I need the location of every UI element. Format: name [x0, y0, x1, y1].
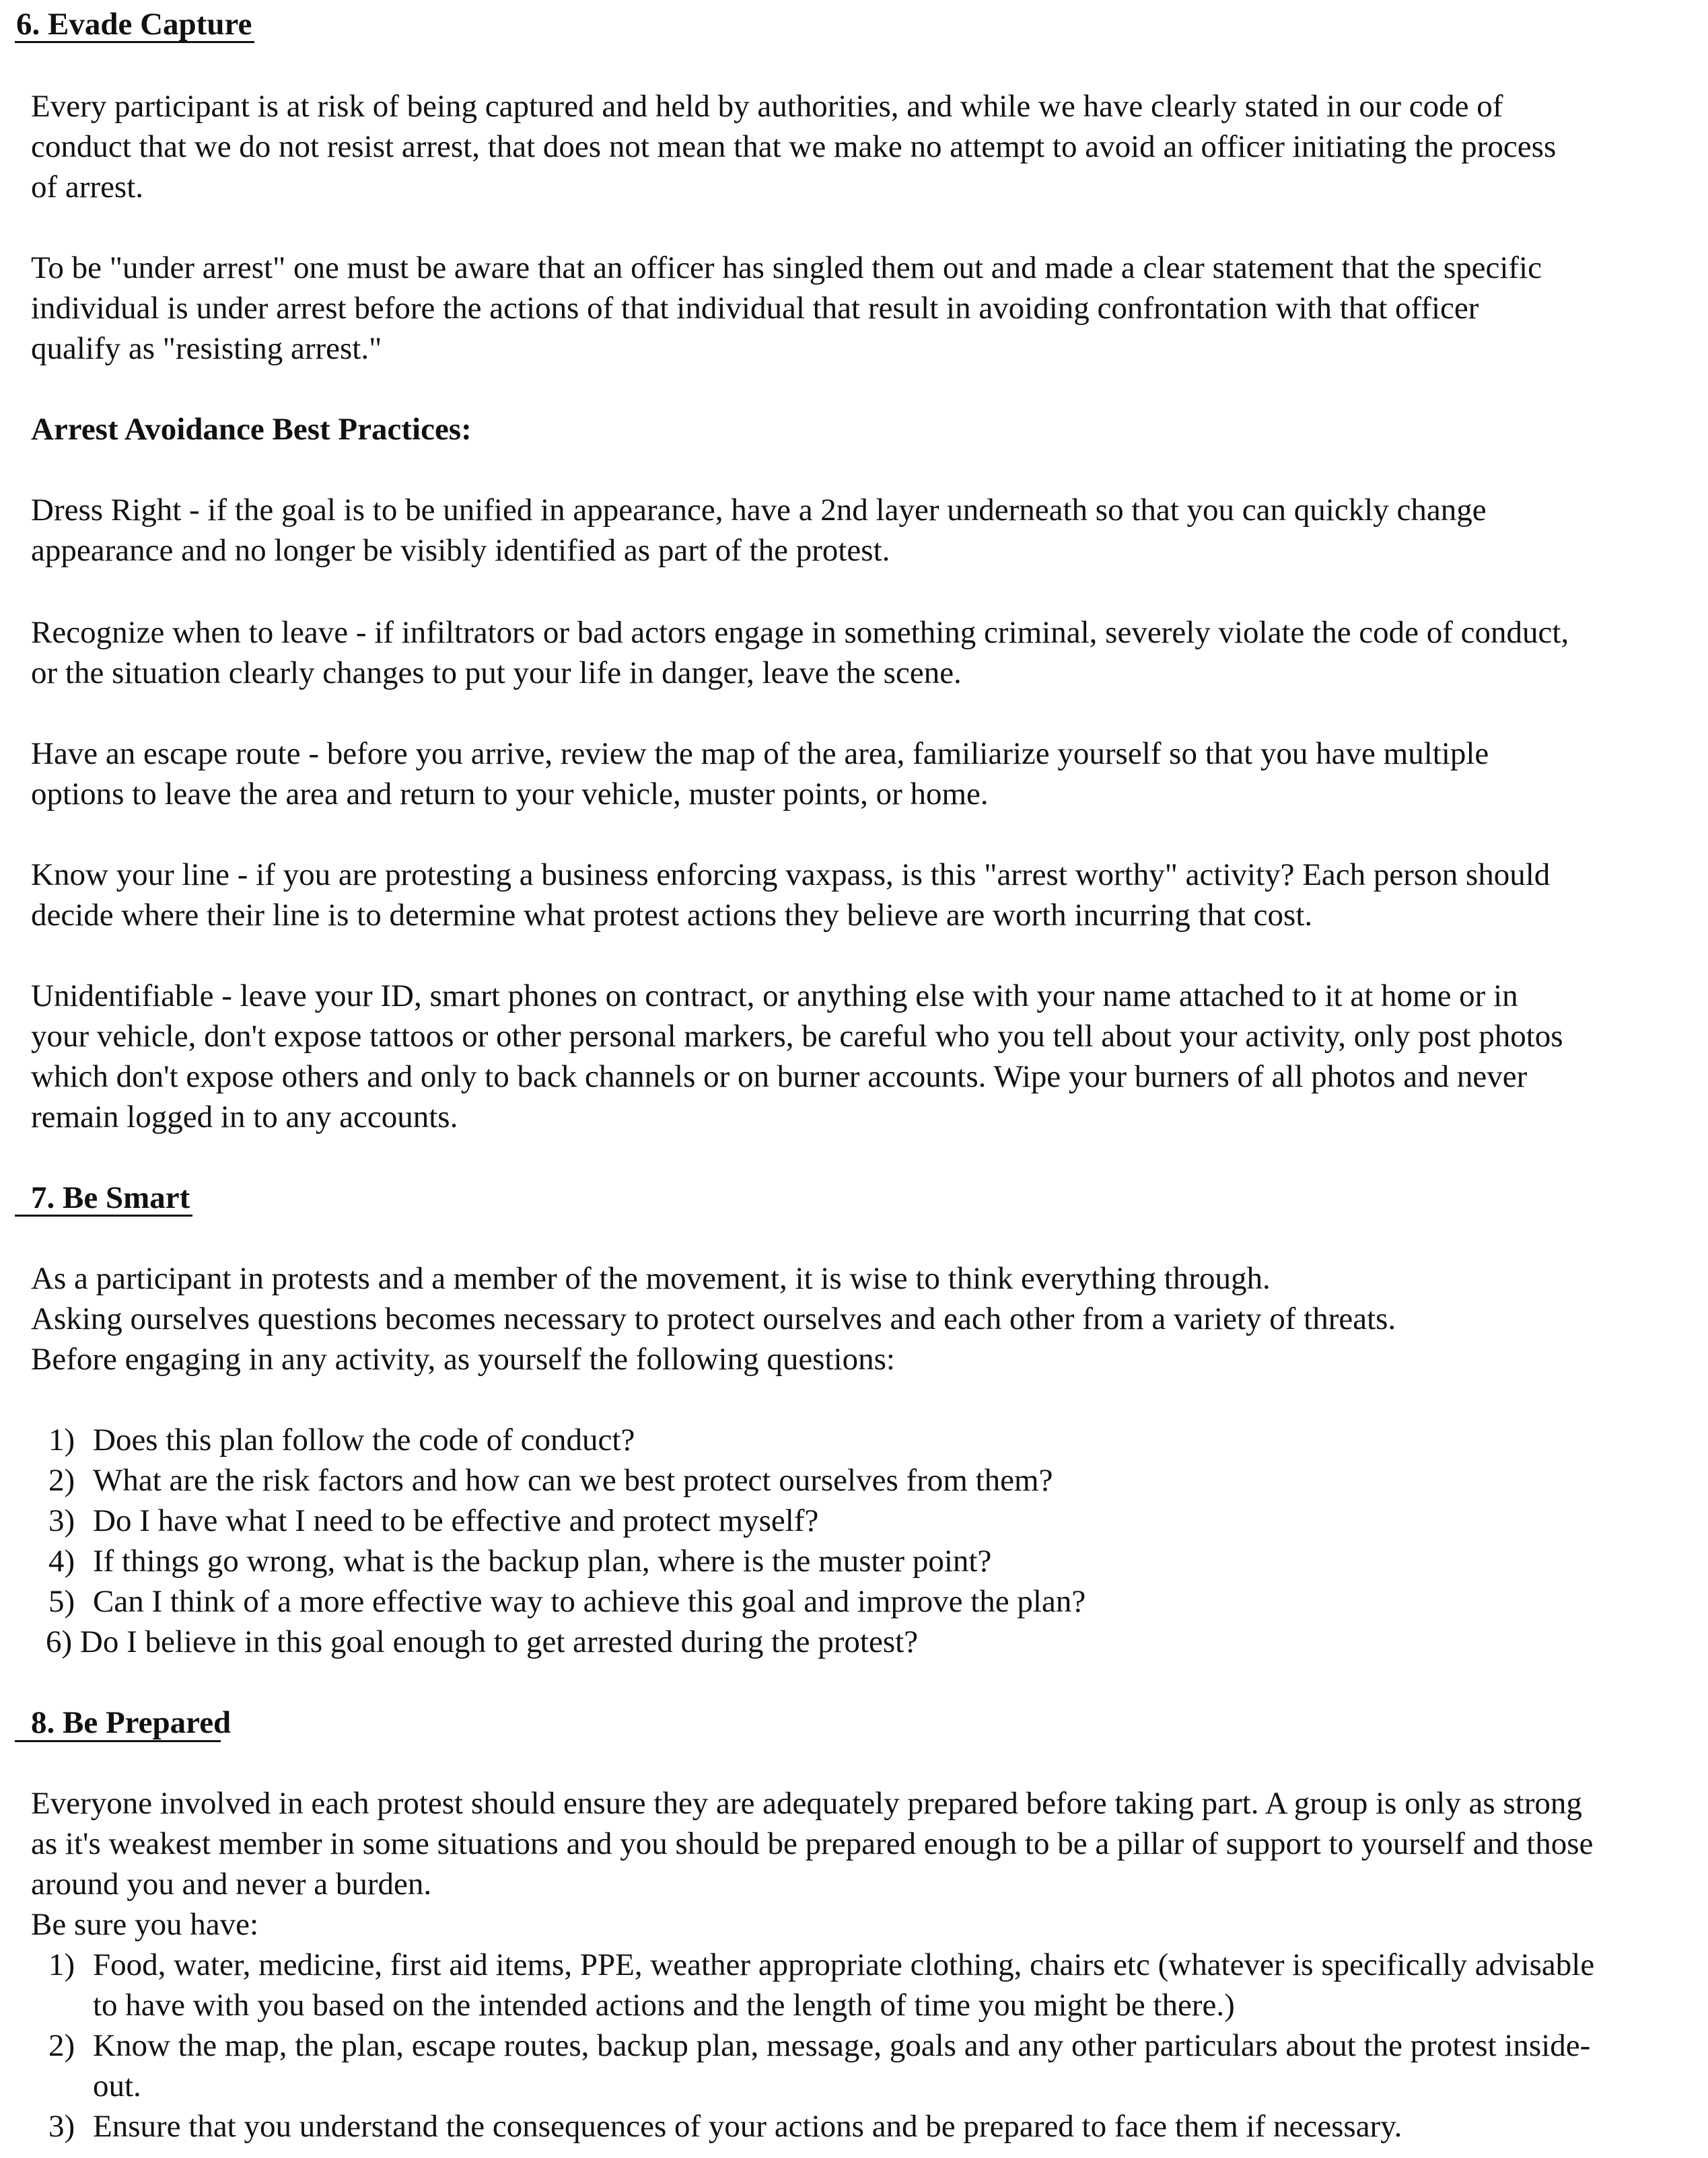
text-line: Every participant is at risk of being captured and held by authorities, and while we have clearly stated in our code of — [31, 89, 1503, 124]
list-number: 5) — [48, 1584, 75, 1619]
section-6-paragraph-2 — [31, 248, 1686, 369]
recognize-when-to-leave-paragraph — [31, 612, 1686, 693]
preparation-item — [48, 2025, 1684, 2106]
question-item — [48, 1541, 1664, 1581]
list-number: 3) — [48, 2109, 75, 2144]
list-number: 2) — [48, 2028, 75, 2063]
text-line: or the situation clearly changes to put your life in danger, leave the scene. — [31, 655, 962, 690]
preparation-text — [93, 2025, 1590, 2106]
text-line: options to leave the area and return to your vehicle, muster points, or home. — [31, 777, 989, 812]
question-item — [48, 1460, 1664, 1501]
text-line: appearance and no longer be visibly identified as part of the protest. — [31, 533, 890, 568]
dress-right-paragraph — [31, 490, 1686, 571]
text-line: Food, water, medicine, first aid items, PPE, weather appropriate clothing, chairs etc (whatever is specifically advisable — [93, 1947, 1595, 1982]
list-number: 1) — [48, 1947, 75, 1982]
text-line: Know your line - if you are protesting a business enforcing vaxpass, is this "arrest worthy" activity? Each person should — [31, 857, 1551, 892]
text-line: Recognize when to leave - if infiltrators or bad actors engage in something criminal, severely violate the code of conduct, — [31, 615, 1569, 650]
section-8-heading — [31, 1702, 231, 1743]
section-7-heading-text: 7. Be Smart — [31, 1180, 190, 1215]
section-6-heading — [16, 4, 252, 44]
text-line: qualify as "resisting arrest." — [31, 331, 382, 366]
text-line: Asking ourselves questions becomes necessary to protect ourselves and each other from a variety of threats. — [31, 1301, 1396, 1336]
list-number: 1) — [48, 1423, 75, 1458]
preparation-list — [48, 1945, 1684, 2147]
know-your-line-paragraph — [31, 855, 1686, 935]
section-7-heading — [31, 1178, 190, 1218]
text-line: out. — [93, 2069, 141, 2103]
question-item — [48, 1581, 1664, 1622]
preparation-item — [48, 1945, 1684, 2025]
question-text: Can I think of a more effective way to achieve this goal and improve the plan? — [93, 1584, 1086, 1619]
section-6-paragraph-1 — [31, 86, 1686, 207]
text-line: remain logged in to any accounts. — [31, 1100, 458, 1135]
question-text: Do I have what I need to be effective and protect myself? — [93, 1503, 819, 1538]
text-line: decide where their line is to determine what protest actions they believe are worth incurring that cost. — [31, 898, 1313, 933]
question-text: Does this plan follow the code of conduct? — [93, 1423, 635, 1458]
list-number: 2) — [48, 1463, 75, 1498]
section-6-heading-text: 6. Evade Capture — [16, 7, 252, 42]
preparation-item — [48, 2106, 1684, 2147]
text-line: Have an escape route - before you arrive, review the map of the area, familiarize yourself so that you have multiple — [31, 736, 1489, 771]
question-text: If things go wrong, what is the backup plan, where is the muster point? — [93, 1544, 992, 1579]
text-line: 6) Do I believe in this goal enough to get arrested during the protest? — [46, 1624, 919, 1659]
arrest-avoidance-subheading: Arrest Avoidance Best Practices: — [31, 412, 472, 447]
unidentifiable-paragraph — [31, 976, 1686, 1137]
section-8-heading-text: 8. Be Prepared — [31, 1705, 232, 1740]
question-item — [48, 1420, 1664, 1460]
text-line: around you and never a burden. — [31, 1867, 432, 1902]
text-line: Everyone involved in each protest should ensure they are adequately prepared before taking part. A group is only as strong — [31, 1786, 1582, 1821]
text-line: of arrest. — [31, 170, 144, 205]
escape-route-paragraph — [31, 733, 1686, 814]
question-text: What are the risk factors and how can we best protect ourselves from them? — [93, 1463, 1053, 1498]
list-number: 4) — [48, 1544, 75, 1579]
text-line: Ensure that you understand the consequences of your actions and be prepared to face them if necessary. — [93, 2109, 1402, 2144]
question-6 — [46, 1622, 1701, 1662]
text-line: Unidentifiable - leave your ID, smart phones on contract, or anything else with your name attached to it at home or in — [31, 978, 1518, 1013]
section-8-paragraph-1 — [31, 1783, 1686, 1945]
question-item — [48, 1501, 1664, 1541]
text-line: Be sure you have: — [31, 1907, 259, 1942]
text-line: to have with you based on the intended actions and the length of time you might be there.) — [93, 1988, 1235, 2023]
text-line: To be "under arrest" one must be aware that an officer has singled them out and made a clear statement that the specific — [31, 250, 1542, 285]
text-line: Before engaging in any activity, as yourself the following questions: — [31, 1342, 895, 1377]
text-line: which don't expose others and only to back channels or on burner accounts. Wipe your burners of all photos and never — [31, 1059, 1528, 1094]
section-7-paragraph-1 — [31, 1258, 1686, 1379]
text-line: Dress Right - if the goal is to be unified in appearance, have a 2nd layer underneath so that you can quickly change — [31, 493, 1487, 528]
preparation-text — [93, 1945, 1594, 2025]
text-line: As a participant in protests and a member of the movement, it is wise to think everything through. — [31, 1261, 1271, 1296]
preparation-text — [93, 2106, 1402, 2147]
questions-list — [48, 1420, 1664, 1622]
text-line: as it's weakest member in some situations and you should be prepared enough to be a pillar of support to yourself and those — [31, 1826, 1594, 1861]
text-line: your vehicle, don't expose tattoos or other personal markers, be careful who you tell about your activity, only post photos — [31, 1019, 1563, 1054]
list-number: 3) — [48, 1503, 75, 1538]
text-line: Know the map, the plan, escape routes, backup plan, message, goals and any other particulars about the protest inside- — [93, 2028, 1591, 2063]
section-8-underline — [15, 1740, 221, 1742]
text-line: individual is under arrest before the actions of that individual that result in avoiding confrontation with that officer — [31, 291, 1479, 326]
text-line: conduct that we do not resist arrest, that does not mean that we make no attempt to avoid an officer initiating the process — [31, 129, 1557, 164]
